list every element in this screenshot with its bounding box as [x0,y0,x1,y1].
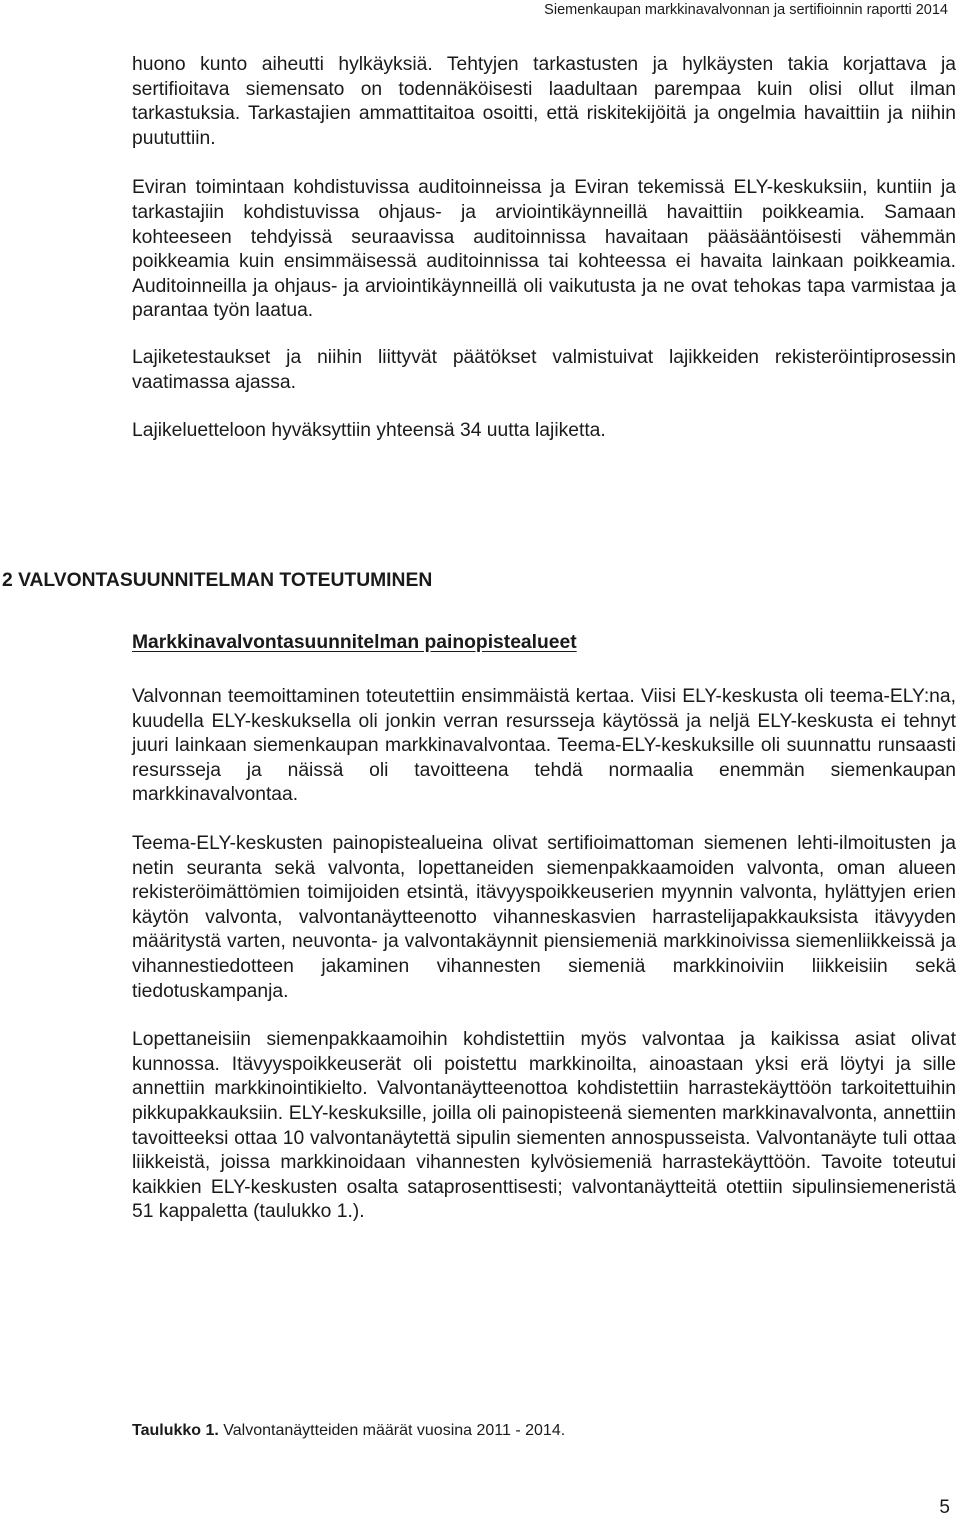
body-text-section [132,685,956,1225]
paragraph: Lopettaneisiin siemenpakkaamoihin kohdistettiin myös valvontaa ja kaikissa asiat olivat kunnossa. Itävyyspoikkeuserät oli poistettu markkinoilta, ainoastaan yksi erä löytyi ja sille annettiin markkinointikielto. Valvontanäytteenottoa kohdistettiin harrastekäyttöön tarkoitettuihin pikkupakkauksiin. ELY-keskuksille, joilla oli painopisteenä siementen markkinavalvonta, annettiin tavoitteeksi ottaa 10 valvontanäytettä sipulin siementen annospusseista. Valvontanäyte tuli ottaa liikkeistä, joissa markkinoidaan vihannesten kylvösiemeniä harrastekäyttöön. Tavoite toteutui kaikkien ELY-keskusten osalta sataprosenttisesti; valvontanäytteitä otettiin sipulinsiemeneristä 51 kappaletta (taulukko 1.). [132,1029,956,1223]
body-text-top [132,53,956,444]
subheading: Markkinavalvontasuunnitelman painopistealueet [132,632,577,653]
paragraph: Lajikeluetteloon hyväksyttiin yhteensä 34 uutta lajiketta. [132,420,606,442]
table-caption [132,1420,565,1442]
paragraph: Valvonnan teemoittaminen toteutettiin ensimmäistä kertaa. Viisi ELY-keskusta oli teema-ELY:na, kuudella ELY-keskuksella oli jonkin verran resursseja käytössä ja neljä ELY-keskusta ei tehnyt juuri lainkaan siemenkaupan markkinavalvontaa. Teema-ELY-keskuksille oli suunnattu runsaasti resursseja ja näissä oli tavoitteena tehdä normaalia enemmän siemenkaupan markkinavalvontaa. [132,686,956,806]
paragraph: Eviran toimintaan kohdistuvissa auditoinneissa ja Eviran tekemissä ELY-keskuksiin, kuntiin ja tarkastajiin kohdistuvissa ohjaus- ja arviointikäynneillä havaittiin poikkeamia. Samaan kohteeseen tehdyissä seuraavissa auditoinnissa havaitaan pääsääntöisesti vähemmän poikkeamia kuin ensimmäisessä auditoinnissa tai kohteessa ei havaita lainkaan poikkeamia. Auditoinneilla ja ohjaus- ja arviointikäynneillä oli vaikutusta ja ne ovat tehokas tapa varmistaa ja parantaa työn laatua. [132,177,956,322]
paragraph: Teema-ELY-keskusten painopistealueina olivat sertifioimattoman siemenen lehti-ilmoitusten ja netin seuranta sekä valvonta, lopettaneiden siemenpakkaamoiden valvonta, oman alueen rekisteröimättömien toimijoiden etsintä, itävyyspoikkeuserien myynnin valvonta, hylättyjen erien käytön valvonta, valvontanäytteenotto vihanneskasvien harrastelijapakkauksista itävyyden määritystä varten, neuvonta- ja valvontakäynnit piensiemeniä markkinoivissa siemenliikkeissä ja vihannestiedotteen jakaminen vihannesten siemeniä markkinoiviin liikkeisiin sekä tiedotuskampanja. [132,832,956,1002]
table-caption-text: Valvontanäytteiden määrät vuosina 2011 - 2014. [223,1422,566,1439]
paragraph: Lajiketestaukset ja niihin liittyvät päätökset valmistuivat lajikkeiden rekisteröintiprosessin vaatimassa ajassa. [132,346,956,393]
table-caption-label: Taulukko 1. [132,1422,219,1439]
section-heading: 2 VALVONTASUUNNITELMAN TOTEUTUMINEN [2,570,433,591]
page-number: 5 [939,1497,950,1518]
paragraph: huono kunto aiheutti hylkäyksiä. Tehtyjen tarkastusten ja hylkäysten takia korjattava ja sertifioitava siemensato on todennäköisesti laadultaan parempaa kuin olisi ollut ilman tarkastuksia. Tarkastajien ammattitaitoa osoitti, että riskitekijöitä ja ongelmia havaittiin ja niihin puututtiin. [132,54,956,149]
running-header: Siemenkaupan markkinavalvonnan ja sertifioinnin raportti 2014 [544,2,948,18]
